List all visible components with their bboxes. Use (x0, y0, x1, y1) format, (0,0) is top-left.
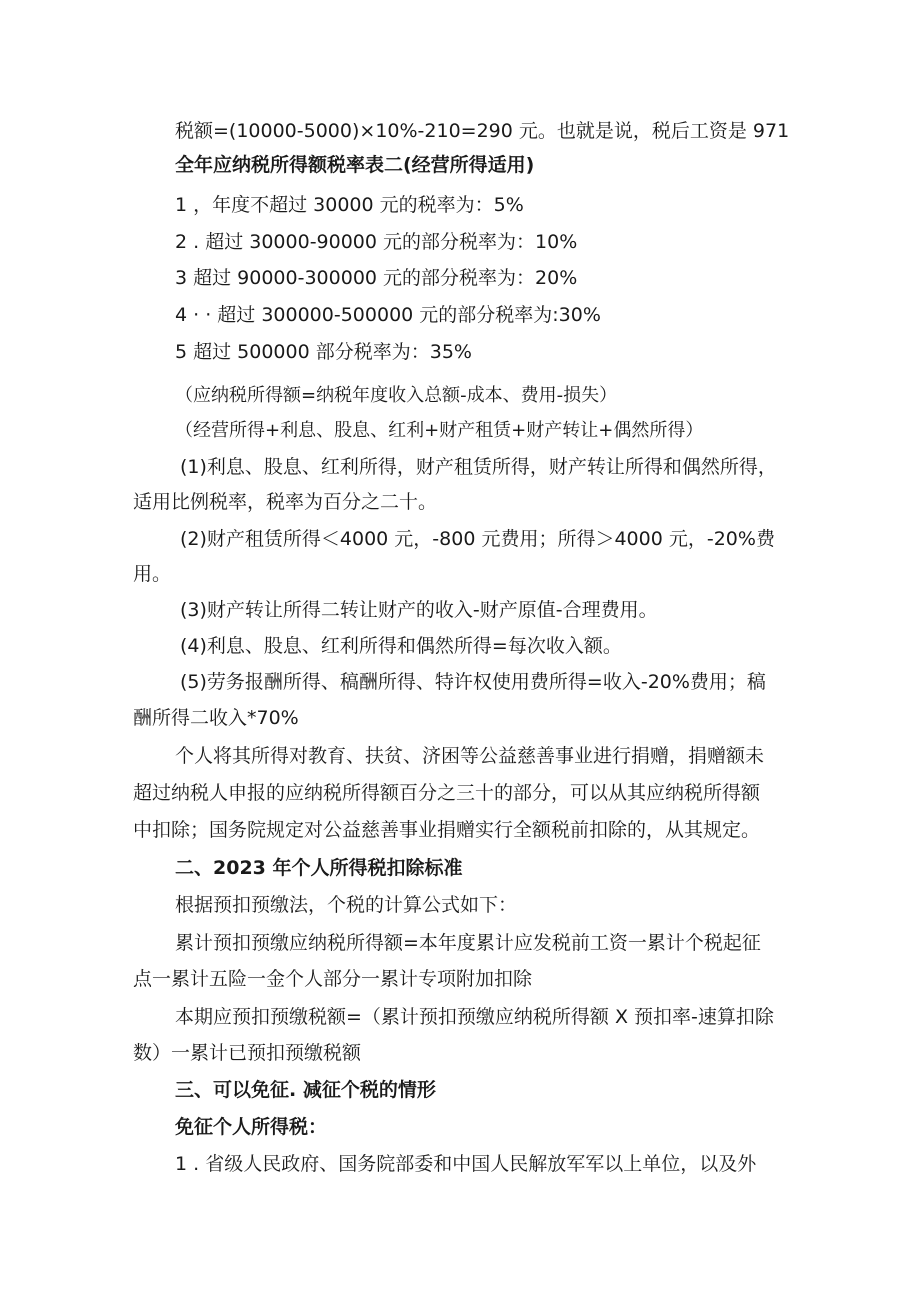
clause-5-line-1: (5)劳务报酬所得、稿酬所得、特许权使用费所得=收入-20%费用；稿 (180, 671, 766, 693)
rate-item-5: 5 超过 500000 部分税率为：35% (175, 341, 472, 363)
exemption-subheading: 免征个人所得税： (175, 1116, 328, 1138)
exemption-item-1: 1 . 省级人民政府、国务院部委和中国人民解放军军以上单位，以及外 (175, 1153, 757, 1175)
donation-para-line-3: 中扣除；国务院规定对公益慈善事业捐赠实行全额税前扣除的，从其规定。 (133, 819, 761, 841)
period-tax-formula-line-2: 数）一累计已预扣预缴税额 (133, 1042, 362, 1064)
clause-2-line-1: (2)财产租赁所得＜4000 元，-800 元费用；所得＞4000 元，-20%费 (180, 528, 775, 550)
rate-item-2: 2 . 超过 30000-90000 元的部分税率为：10% (175, 231, 578, 253)
tax-example-line: 税额=(10000-5000)×10%-210=290 元。也就是说，税后工资是 971 (175, 120, 790, 142)
donation-para-line-2: 超过纳税人申报的应纳税所得额百分之三十的部分，可以从其应纳税所得额 (133, 782, 761, 804)
donation-para-line-1: 个人将其所得对教育、扶贫、济困等公益慈善事业进行捐赠，捐赠额未 (175, 745, 765, 767)
rate-item-3: 3 超过 90000-300000 元的部分税率为：20% (175, 267, 578, 289)
rate-item-1: 1 ，年度不超过 30000 元的税率为：5% (175, 194, 524, 216)
rate-item-4: 4 · · 超过 300000-500000 元的部分税率为:30% (175, 304, 601, 326)
income-composition-note: （经营所得+利息、股息、红利+财产租赁+财产转让+偶然所得） (175, 420, 704, 441)
cumulative-formula-line-1: 累计预扣预缴应纳税所得额=本年度累计应发税前工资一累计个税起征 (175, 932, 761, 954)
cumulative-formula-line-2: 点一累计五险一金个人部分一累计专项附加扣除 (133, 968, 533, 990)
section-three-heading: 三、可以免征. 减征个税的情形 (175, 1079, 436, 1101)
taxable-income-formula: （应纳税所得额=纳税年度收入总额-成本、费用-损失） (175, 385, 618, 406)
clause-3: (3)财产转让所得二转让财产的收入-财产原值-合理费用。 (180, 599, 658, 621)
formula-intro: 根据预扣预缴法，个税的计算公式如下： (175, 894, 518, 916)
clause-2-line-2: 用。 (133, 563, 172, 585)
clause-1-line-1: (1)利息、股息、红利所得，财产租赁所得，财产转让所得和偶然所得， (180, 456, 777, 478)
clause-1-line-2: 适用比例税率，税率为百分之二十。 (133, 491, 438, 513)
clause-4: (4)利息、股息、红利所得和偶然所得=每次收入额。 (180, 635, 622, 657)
clause-5-line-2: 酬所得二收入*70% (133, 707, 299, 729)
table-two-heading: 全年应纳税所得额税率表二(经营所得适用) (175, 154, 535, 176)
period-tax-formula-line-1: 本期应预扣预缴税额=（累计预扣预缴应纳税所得额 X 预扣率-速算扣除 (175, 1006, 774, 1028)
section-two-heading: 二、2023 年个人所得税扣除标准 (175, 857, 463, 879)
